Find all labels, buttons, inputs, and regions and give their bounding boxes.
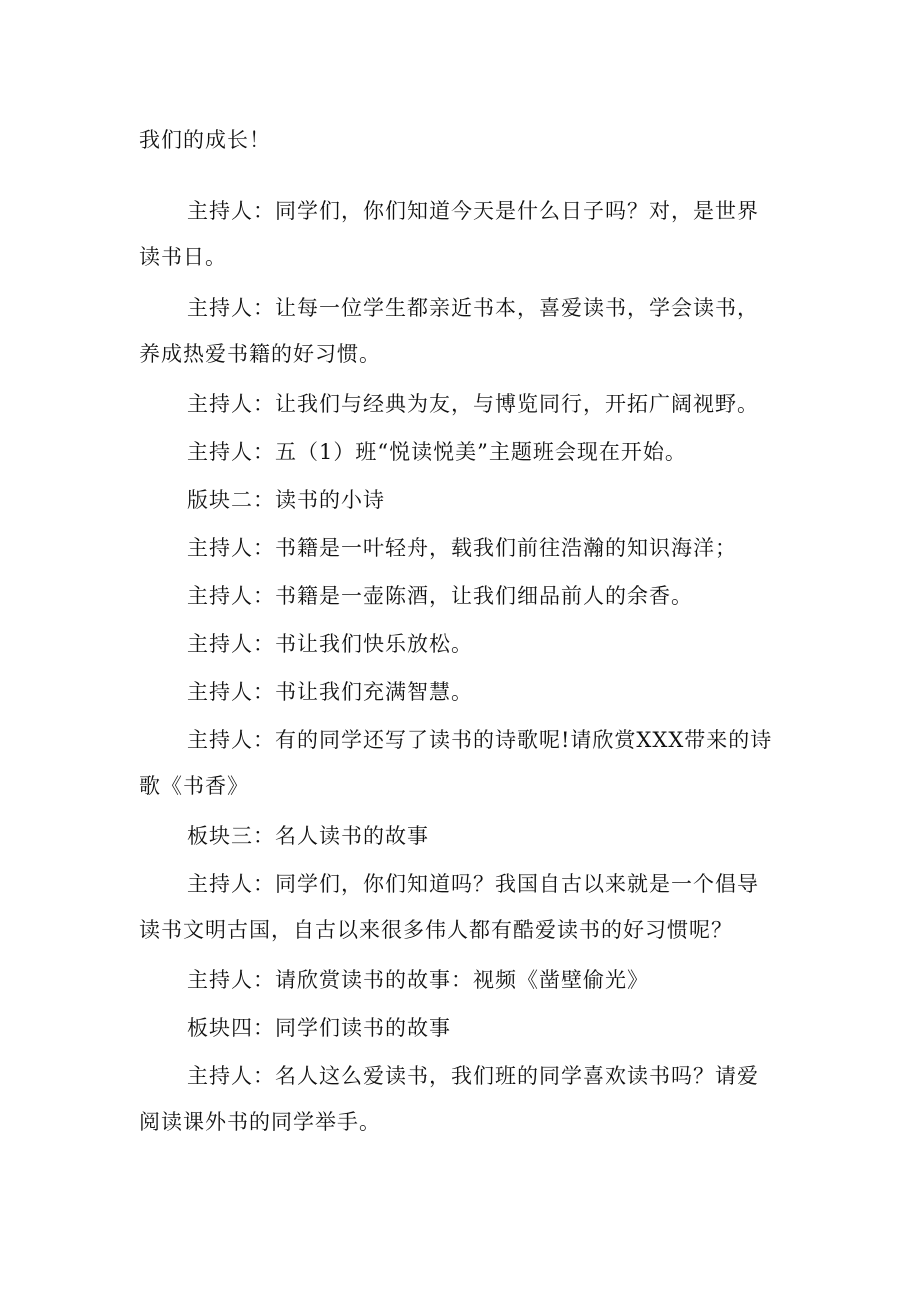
paragraph-line: 板块三：名人读书的故事 xyxy=(187,824,429,848)
paragraph-line: 主持人：五（1）班“悦读悦美”主题班会现在开始。 xyxy=(187,440,687,464)
paragraph xyxy=(139,621,787,667)
paragraph-line: 主持人：书籍是一壶陈酒，让我们细品前人的余香。 xyxy=(187,584,693,608)
paragraph xyxy=(139,573,787,619)
paragraph xyxy=(139,717,787,809)
paragraph-line: 歌《书香》 xyxy=(139,774,249,798)
paragraph-line: 主持人：名人这么爱读书，我们班的同学喜欢读书吗？请爱 xyxy=(187,1064,759,1088)
paragraph xyxy=(139,861,787,953)
paragraph xyxy=(139,285,787,377)
paragraph-line: 主持人：同学们，你们知道吗？我国自古以来就是一个倡导 xyxy=(187,872,759,896)
paragraph-line: 主持人：书籍是一叶轻舟，载我们前往浩瀚的知识海洋； xyxy=(187,536,737,560)
paragraph-line: 主持人：同学们，你们知道今天是什么日子吗？对，是世界 xyxy=(187,199,759,223)
paragraph xyxy=(139,381,787,427)
section-heading xyxy=(139,1005,787,1051)
paragraph xyxy=(139,1053,787,1145)
paragraph-line: 主持人：让我们与经典为友，与博览同行，开拓广阔视野。 xyxy=(187,392,759,416)
paragraph-line: 主持人：书让我们充满智慧。 xyxy=(187,680,473,704)
section-heading xyxy=(139,477,787,523)
paragraph-line: 养成热爱书籍的好习惯。 xyxy=(139,342,381,366)
paragraph-line: 主持人：让每一位学生都亲近书本，喜爱读书，学会读书， xyxy=(187,296,759,320)
paragraph xyxy=(139,957,787,1003)
paragraph-line: 版块二：读书的小诗 xyxy=(187,488,385,512)
paragraph xyxy=(139,188,787,280)
paragraph xyxy=(139,117,787,163)
paragraph-line: 主持人：有的同学还写了读书的诗歌呢!请欣赏XXX带来的诗 xyxy=(187,728,773,752)
paragraph-line: 我们的成长！ xyxy=(139,128,271,152)
paragraph-line: 主持人：请欣赏读书的故事：视频《凿壁偷光》 xyxy=(187,968,649,992)
paragraph-line: 板块四：同学们读书的故事 xyxy=(187,1016,451,1040)
paragraph xyxy=(139,669,787,715)
section-heading xyxy=(139,813,787,859)
paragraph-line: 主持人：书让我们快乐放松。 xyxy=(187,632,473,656)
paragraph-line: 阅读课外书的同学举手。 xyxy=(139,1110,381,1134)
paragraph xyxy=(139,429,787,475)
paragraph-line: 读书文明古国，自古以来很多伟人都有酷爱读书的好习惯呢？ xyxy=(139,918,733,942)
paragraph-line: 读书日。 xyxy=(139,245,227,269)
paragraph xyxy=(139,525,787,571)
